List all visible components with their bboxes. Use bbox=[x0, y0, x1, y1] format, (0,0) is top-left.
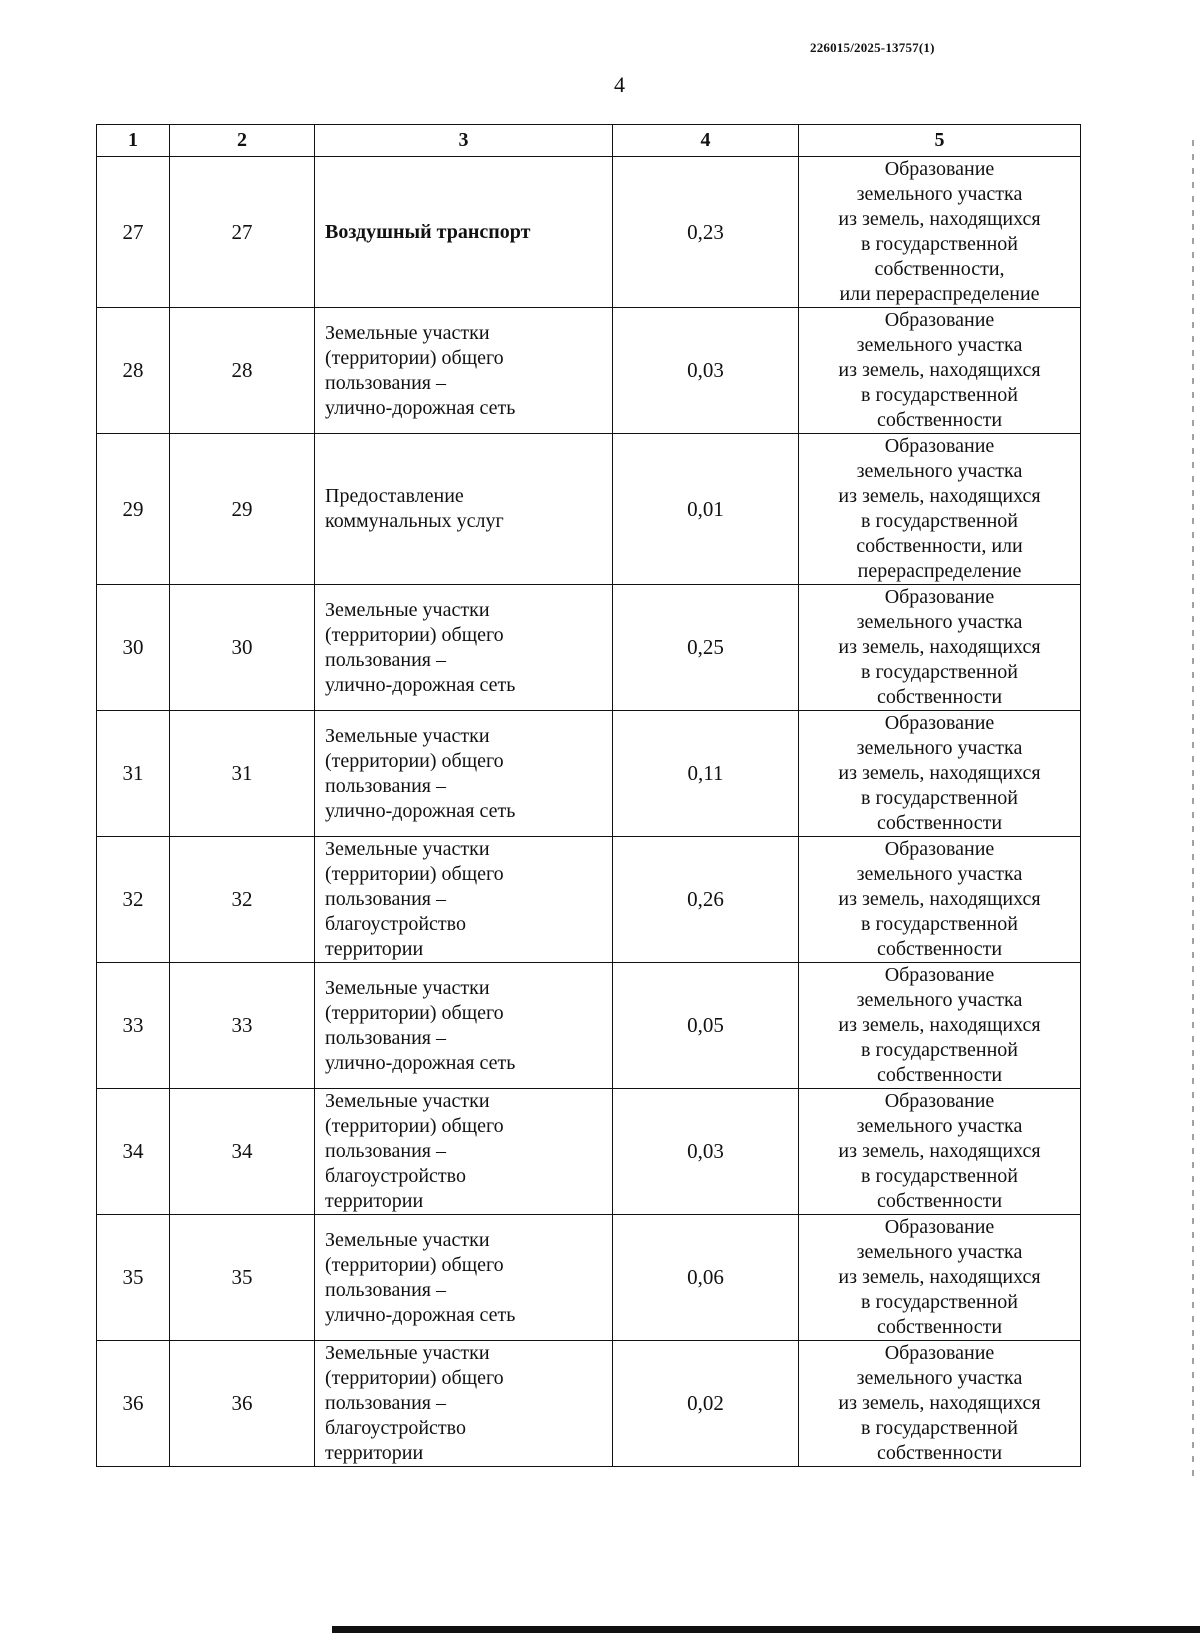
land-plots-table bbox=[96, 124, 1081, 1467]
formation-method-line: в государственной bbox=[861, 384, 1018, 406]
plot-number-cell: 27 bbox=[170, 157, 315, 308]
land-use-line: Воздушный транспорт bbox=[325, 220, 531, 243]
area-cell: 0,05 bbox=[613, 963, 799, 1089]
area-cell: 0,23 bbox=[613, 157, 799, 308]
land-use-line: территории bbox=[325, 938, 424, 960]
formation-method-line: земельного участка bbox=[856, 611, 1023, 633]
land-use-line: пользования – bbox=[325, 1026, 446, 1049]
land-use-line: территории bbox=[325, 1190, 424, 1212]
formation-method-line: Образование bbox=[884, 158, 995, 180]
land-use-line: территории bbox=[325, 1442, 424, 1464]
area-cell: 0,06 bbox=[613, 1215, 799, 1341]
formation-method-line: из земель, находящихся bbox=[838, 1140, 1041, 1162]
land-use-line: (территории) общего bbox=[325, 1115, 504, 1137]
land-use-line: пользования – bbox=[325, 774, 446, 797]
table-row bbox=[97, 1089, 1081, 1215]
formation-method-line: в государственной bbox=[861, 1291, 1018, 1313]
table-row bbox=[97, 585, 1081, 711]
plot-number-cell: 29 bbox=[170, 434, 315, 585]
row-number-cell: 31 bbox=[97, 711, 170, 837]
column-header-1: 1 bbox=[97, 125, 170, 157]
table-container bbox=[96, 124, 1081, 1467]
land-use-line: пользования – bbox=[325, 648, 446, 671]
land-use-line: пользования – bbox=[325, 371, 446, 394]
formation-method-line: земельного участка bbox=[856, 989, 1023, 1011]
formation-method-line: собственности bbox=[876, 1316, 1003, 1338]
formation-method-line: из земель, находящихся bbox=[838, 888, 1041, 910]
land-use-line: (территории) общего bbox=[325, 346, 504, 369]
land-use-line: пользования – bbox=[325, 1392, 446, 1414]
land-use-line: (территории) общего bbox=[325, 1001, 504, 1024]
formation-method-line: земельного участка bbox=[856, 863, 1023, 885]
formation-method-line: в государственной bbox=[861, 787, 1018, 809]
land-use-line: Предоставление bbox=[325, 485, 464, 507]
area-cell: 0,25 bbox=[613, 585, 799, 711]
land-use-line: Земельные участки bbox=[325, 1090, 490, 1112]
land-use-line: улично-дорожная сеть bbox=[325, 799, 516, 822]
scan-edge-artifact bbox=[1192, 140, 1194, 1480]
land-use-line: пользования – bbox=[325, 888, 446, 910]
formation-method-cell bbox=[799, 837, 1081, 963]
area-cell: 0,03 bbox=[613, 308, 799, 434]
land-use-line: улично-дорожная сеть bbox=[325, 1303, 516, 1326]
area-cell: 0,11 bbox=[613, 711, 799, 837]
formation-method-line: земельного участка bbox=[856, 460, 1023, 482]
formation-method-line: Образование bbox=[884, 964, 995, 986]
formation-method-line: из земель, находящихся bbox=[838, 1392, 1041, 1414]
formation-method-line: из земель, находящихся bbox=[838, 359, 1041, 381]
formation-method-line: в государственной bbox=[861, 1039, 1018, 1061]
formation-method-line: собственности bbox=[876, 812, 1003, 834]
land-use-line: пользования – bbox=[325, 1278, 446, 1301]
formation-method-line: перераспределение bbox=[857, 560, 1022, 582]
table-row bbox=[97, 963, 1081, 1089]
formation-method-line: земельного участка bbox=[856, 183, 1023, 205]
land-use-cell bbox=[315, 1215, 613, 1341]
land-use-line: улично-дорожная сеть bbox=[325, 396, 516, 419]
formation-method-line: Образование bbox=[884, 1342, 995, 1364]
formation-method-line: из земель, находящихся bbox=[838, 1014, 1041, 1036]
formation-method-cell bbox=[799, 1341, 1081, 1467]
land-use-line: Земельные участки bbox=[325, 321, 490, 344]
land-use-line: (территории) общего bbox=[325, 1367, 504, 1389]
formation-method-cell bbox=[799, 711, 1081, 837]
land-use-line: Земельные участки bbox=[325, 1228, 490, 1251]
land-use-cell bbox=[315, 837, 613, 963]
formation-method-line: собственности bbox=[876, 686, 1003, 708]
formation-method-line: из земель, находящихся bbox=[838, 485, 1041, 507]
scan-bottom-bar bbox=[332, 1626, 1200, 1633]
table-row bbox=[97, 308, 1081, 434]
formation-method-line: в государственной bbox=[861, 1165, 1018, 1187]
land-use-line: улично-дорожная сеть bbox=[325, 673, 516, 696]
formation-method-line: Образование bbox=[884, 838, 995, 860]
table-row bbox=[97, 711, 1081, 837]
area-cell: 0,02 bbox=[613, 1341, 799, 1467]
formation-method-line: собственности, bbox=[874, 258, 1005, 280]
row-number-cell: 35 bbox=[97, 1215, 170, 1341]
formation-method-cell bbox=[799, 1089, 1081, 1215]
land-use-line: благоустройство bbox=[325, 1417, 466, 1439]
formation-method-cell bbox=[799, 585, 1081, 711]
row-number-cell: 28 bbox=[97, 308, 170, 434]
land-use-line: пользования – bbox=[325, 1140, 446, 1162]
formation-method-line: земельного участка bbox=[856, 1115, 1023, 1137]
formation-method-line: в государственной bbox=[861, 1417, 1018, 1439]
row-number-cell: 34 bbox=[97, 1089, 170, 1215]
formation-method-line: из земель, находящихся bbox=[838, 636, 1041, 658]
table-body bbox=[97, 157, 1081, 1467]
formation-method-cell bbox=[799, 963, 1081, 1089]
formation-method-cell bbox=[799, 434, 1081, 585]
formation-method-line: Образование bbox=[884, 712, 995, 734]
land-use-line: Земельные участки bbox=[325, 724, 490, 747]
table-row bbox=[97, 1215, 1081, 1341]
formation-method-line: в государственной bbox=[861, 233, 1018, 255]
formation-method-cell bbox=[799, 1215, 1081, 1341]
land-use-line: (территории) общего bbox=[325, 1253, 504, 1276]
row-number-cell: 33 bbox=[97, 963, 170, 1089]
table-row bbox=[97, 837, 1081, 963]
formation-method-line: из земель, находящихся bbox=[838, 762, 1041, 784]
row-number-cell: 30 bbox=[97, 585, 170, 711]
plot-number-cell: 31 bbox=[170, 711, 315, 837]
formation-method-cell bbox=[799, 308, 1081, 434]
land-use-line: (территории) общего bbox=[325, 623, 504, 646]
formation-method-line: или перераспределение bbox=[839, 283, 1040, 305]
formation-method-line: в государственной bbox=[861, 510, 1018, 532]
formation-method-line: собственности bbox=[876, 938, 1003, 960]
area-cell: 0,01 bbox=[613, 434, 799, 585]
row-number-cell: 29 bbox=[97, 434, 170, 585]
formation-method-line: Образование bbox=[884, 309, 995, 331]
land-use-line: благоустройство bbox=[325, 1165, 466, 1187]
land-use-line: коммунальных услуг bbox=[325, 510, 504, 532]
column-header-3: 3 bbox=[315, 125, 613, 157]
plot-number-cell: 36 bbox=[170, 1341, 315, 1467]
table-row bbox=[97, 1341, 1081, 1467]
land-use-cell bbox=[315, 434, 613, 585]
land-use-line: Земельные участки bbox=[325, 1342, 490, 1364]
formation-method-line: собственности bbox=[876, 1442, 1003, 1464]
land-use-cell bbox=[315, 157, 613, 308]
land-use-line: (территории) общего bbox=[325, 749, 504, 772]
formation-method-line: Образование bbox=[884, 1090, 995, 1112]
area-cell: 0,26 bbox=[613, 837, 799, 963]
land-use-cell bbox=[315, 308, 613, 434]
formation-method-line: Образование bbox=[884, 586, 995, 608]
land-use-cell bbox=[315, 1341, 613, 1467]
table-row bbox=[97, 157, 1081, 308]
land-use-line: Земельные участки bbox=[325, 598, 490, 621]
land-use-line: улично-дорожная сеть bbox=[325, 1051, 516, 1074]
formation-method-line: собственности bbox=[876, 1064, 1003, 1086]
land-use-cell bbox=[315, 585, 613, 711]
column-header-4: 4 bbox=[613, 125, 799, 157]
formation-method-line: земельного участка bbox=[856, 334, 1023, 356]
plot-number-cell: 28 bbox=[170, 308, 315, 434]
formation-method-line: в государственной bbox=[861, 913, 1018, 935]
formation-method-line: Образование bbox=[884, 1216, 995, 1238]
formation-method-cell bbox=[799, 157, 1081, 308]
plot-number-cell: 35 bbox=[170, 1215, 315, 1341]
land-use-cell bbox=[315, 1089, 613, 1215]
land-use-line: (территории) общего bbox=[325, 863, 504, 885]
land-use-cell bbox=[315, 963, 613, 1089]
formation-method-line: из земель, находящихся bbox=[838, 208, 1041, 230]
plot-number-cell: 32 bbox=[170, 837, 315, 963]
column-header-2: 2 bbox=[170, 125, 315, 157]
plot-number-cell: 30 bbox=[170, 585, 315, 711]
table-header-row bbox=[97, 125, 1081, 157]
table-row bbox=[97, 434, 1081, 585]
row-number-cell: 32 bbox=[97, 837, 170, 963]
formation-method-line: земельного участка bbox=[856, 1367, 1023, 1389]
formation-method-line: собственности bbox=[876, 409, 1003, 431]
formation-method-line: земельного участка bbox=[856, 1241, 1023, 1263]
formation-method-line: собственности bbox=[876, 1190, 1003, 1212]
page-number: 4 bbox=[614, 72, 625, 97]
document-number: 226015/2025-13757(1) bbox=[810, 40, 935, 55]
land-use-line: Земельные участки bbox=[325, 838, 490, 860]
formation-method-line: собственности, или bbox=[856, 535, 1023, 557]
plot-number-cell: 33 bbox=[170, 963, 315, 1089]
formation-method-line: в государственной bbox=[861, 661, 1018, 683]
area-cell: 0,03 bbox=[613, 1089, 799, 1215]
plot-number-cell: 34 bbox=[170, 1089, 315, 1215]
land-use-line: благоустройство bbox=[325, 913, 466, 935]
formation-method-line: земельного участка bbox=[856, 737, 1023, 759]
land-use-line: Земельные участки bbox=[325, 976, 490, 999]
column-header-5: 5 bbox=[799, 125, 1081, 157]
land-use-cell bbox=[315, 711, 613, 837]
formation-method-line: из земель, находящихся bbox=[838, 1266, 1041, 1288]
formation-method-line: Образование bbox=[884, 435, 995, 457]
row-number-cell: 27 bbox=[97, 157, 170, 308]
row-number-cell: 36 bbox=[97, 1341, 170, 1467]
